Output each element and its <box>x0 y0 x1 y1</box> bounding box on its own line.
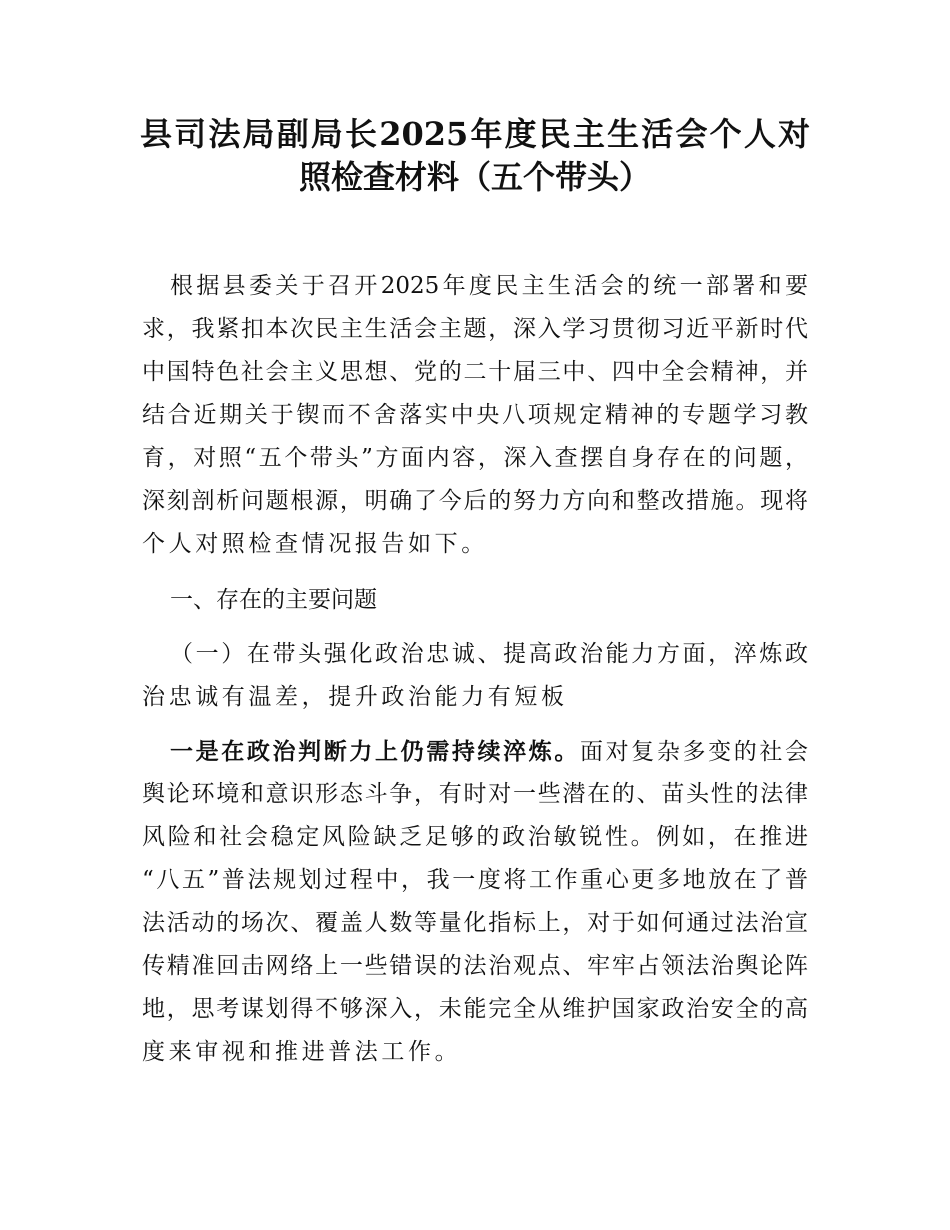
text-line: 风险和社会稳定风险缺乏足够的政治敏锐性。例如，在推进 <box>142 824 808 850</box>
text-line: 求，我紧扣本次民主生活会主题，深入学习贯彻习近平新时代 <box>142 316 808 342</box>
text-line: 中国特色社会主义思想、党的二十届三中、四中全会精神，并 <box>142 359 808 385</box>
text-line: 传精准回击网络上一些错误的法治观点、牢牢占领法治舆论阵 <box>142 953 808 979</box>
point-lead: 一是在政治判断力上仍需持续淬炼。 <box>170 738 580 765</box>
text-line: 根据县委关于召开2025年度民主生活会的统一部署和要 <box>170 273 808 299</box>
point-text: 面对复杂多变的社会 <box>580 739 808 765</box>
section-heading: 一、存在的主要问题 <box>170 587 377 613</box>
text-line: （一）在带头强化政治忠诚、提高政治能力方面，淬炼政 <box>170 641 808 667</box>
text-line <box>170 730 808 774</box>
text-line: 地，思考谋划得不够深入，未能完全从维护国家政治安全的高 <box>142 996 808 1022</box>
text-line: 度来审视和推进普法工作。 <box>142 1039 462 1065</box>
title-line-1: 县司法局副局长2025年度民主生活会个人对 <box>140 115 810 153</box>
text-line: 法活动的场次、覆盖人数等量化指标上，对于如何通过法治宣 <box>142 910 808 936</box>
title-line-2: 照检查材料（五个带头） <box>298 158 651 196</box>
text-line: 治忠诚有温差，提升政治能力有短板 <box>142 684 568 710</box>
text-line: 结合近期关于锲而不舍落实中央八项规定精神的专题学习教 <box>142 402 808 428</box>
text-line: “八五”普法规划过程中，我一度将工作重心更多地放在了普 <box>142 867 808 893</box>
text-line: 育，对照“五个带头”方面内容，深入查摆自身存在的问题， <box>142 445 808 471</box>
text-line: 舆论环境和意识形态斗争，有时对一些潜在的、苗头性的法律 <box>142 781 808 807</box>
text-line: 个人对照检查情况报告如下。 <box>142 531 488 557</box>
text-line: 深刻剖析问题根源，明确了今后的努力方向和整改措施。现将 <box>142 488 808 514</box>
